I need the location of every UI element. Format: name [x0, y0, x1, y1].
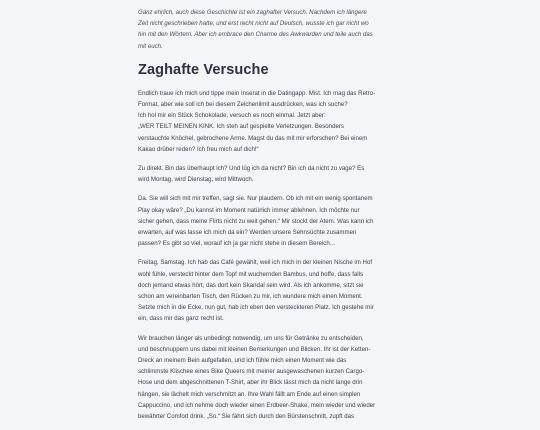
paragraph-line: wird Montag, wird Dienstag, wird Mittwoch. — [138, 176, 254, 184]
paragraph-line: Zu direkt. Bin das überhaupt ich? Und lüg ich da nicht? Bin ich da nicht zu vage? Es — [138, 165, 365, 173]
paragraph-1 — [138, 88, 404, 155]
intro-text — [138, 7, 404, 52]
paragraph-line: Endlich traue ich mich und tippe mein Inserat in die Datingapp. Mist. Ich mag das Retro- — [138, 89, 376, 97]
paragraph-line: und beschnuppern uns dabei mit kleinen Bemerkungen und Blicken. Ihr ist der Ketten- — [138, 345, 371, 353]
paragraph-5 — [138, 333, 404, 423]
article — [138, 0, 404, 430]
paragraph-line: hängen, sie lächelt mich verschmitzt an. Ihre Wahl fällt am Ende auf einen simplen — [138, 390, 361, 398]
intro-line: Zeit nicht geschrieben hatte, und erst recht nicht auf Deutsch, wusste ich gar nicht wo — [138, 20, 369, 28]
paragraph-line: erwarten, auf was lasse ich mich da ein? Werden unsere Sehnsüchte zusammen — [138, 229, 357, 237]
paragraph-line: doch jemand etwas hört, das dort kein Skandal sein wird. Als ich ankomme, sitzt sie — [138, 281, 364, 289]
paragraph-line: bewährter Comfort drink. „So.“ Sie fährt sich durch den Bürstenschnitt, zupft das — [138, 413, 355, 421]
paragraph-line: wohl fühle, versteckt hinter dem Topf mit wuchernden Bambus, und hoffe, dass falls — [138, 270, 364, 278]
paragraph-line: Freitag, Samstag. Ich hab das Café gewählt, weil ich mich in der kleinen Nische im Hof — [138, 259, 373, 267]
paragraph-line: ein, dass mir das ganz recht ist. — [138, 315, 224, 323]
paragraph-line: Wir brauchen länger als unbedingt notwendig, um uns für Getränke zu entscheiden, — [138, 334, 364, 342]
paragraph-4 — [138, 257, 404, 324]
paragraph-line: Format, aber wie soll ich bei diesem Zeichenlimit ausdrücken, was ich suche? — [138, 101, 348, 109]
paragraph-line: schlimmste Klischee eines Bike Queers mit meiner ausgewaschenen kurzen Cargo- — [138, 368, 365, 376]
intro-line: mit euch. — [138, 42, 163, 50]
paragraph-2 — [138, 163, 404, 185]
intro-line: hin mit den Wörtern. Aber ich embrace den Charme des Awkwarden und teile auch das — [138, 31, 373, 39]
paragraph-line: Cappuccino, und ich nehme doch wieder einen Erdbeer-Shake, mein wieder und wieder — [138, 401, 376, 409]
paragraph-line: passen? Es gibt so viel, worauf ich ja gar nicht stehe in diesem Bereich… — [138, 240, 336, 248]
paragraph-line: Kakao drüber reden? Ich freu mich auf dich!“ — [138, 145, 259, 153]
paragraph-line: verstauchte Knöchel, gebrochene Arme. Magst du das mit mir erforschen? Bei einem — [138, 134, 368, 142]
intro-line: Ganz ehrlich, auch diese Geschichte ist ein zaghafter Versuch. Nachdem ich längere — [138, 9, 367, 16]
paragraph-line: Ich hol mir ein Stück Schokolade, versuch es noch einmal. Jetzt aber: — [138, 112, 326, 120]
paragraph-line: Dreck an meinem Bein aufgefallen, und ich fühle mich einen Moment wie das — [138, 357, 347, 365]
paragraph-line: Setzte mich in die Ecke, nun gut, hab ich eben den versteckteren Platz. Ich gestehe mir — [138, 304, 374, 312]
paragraph-line: „WER TEILT MEINEN KINK. Ich steh auf gespielte Verletzungen. Besonders — [138, 123, 344, 131]
paragraph-line: schon am vereinbarten Tisch, den Rücken zu mir, ich wundere mich einen Moment. — [138, 293, 363, 301]
paragraph-line: Hose und dem abgeschnittenen T-Shirt, aber ihr Blick lässt mich da nicht lange drin — [138, 379, 363, 387]
paragraph-line: Da. Sie will sich mit mir treffen, sagt sie. Nur plaudern. Ob ich mit ein wenig spontanem — [138, 195, 373, 203]
paragraph-line: Play okay wäre? „Du kannst im Moment natürlich immer ablehnen. Ich möchte nur — [138, 206, 360, 214]
paragraph-line: sicher gehen, dass meine Flirts nicht zu weit gehen.“ Mir stockt der Atem. Was kann ich — [138, 217, 374, 225]
article-title: Zaghafte Versuche — [138, 61, 269, 78]
paragraph-3 — [138, 193, 404, 249]
